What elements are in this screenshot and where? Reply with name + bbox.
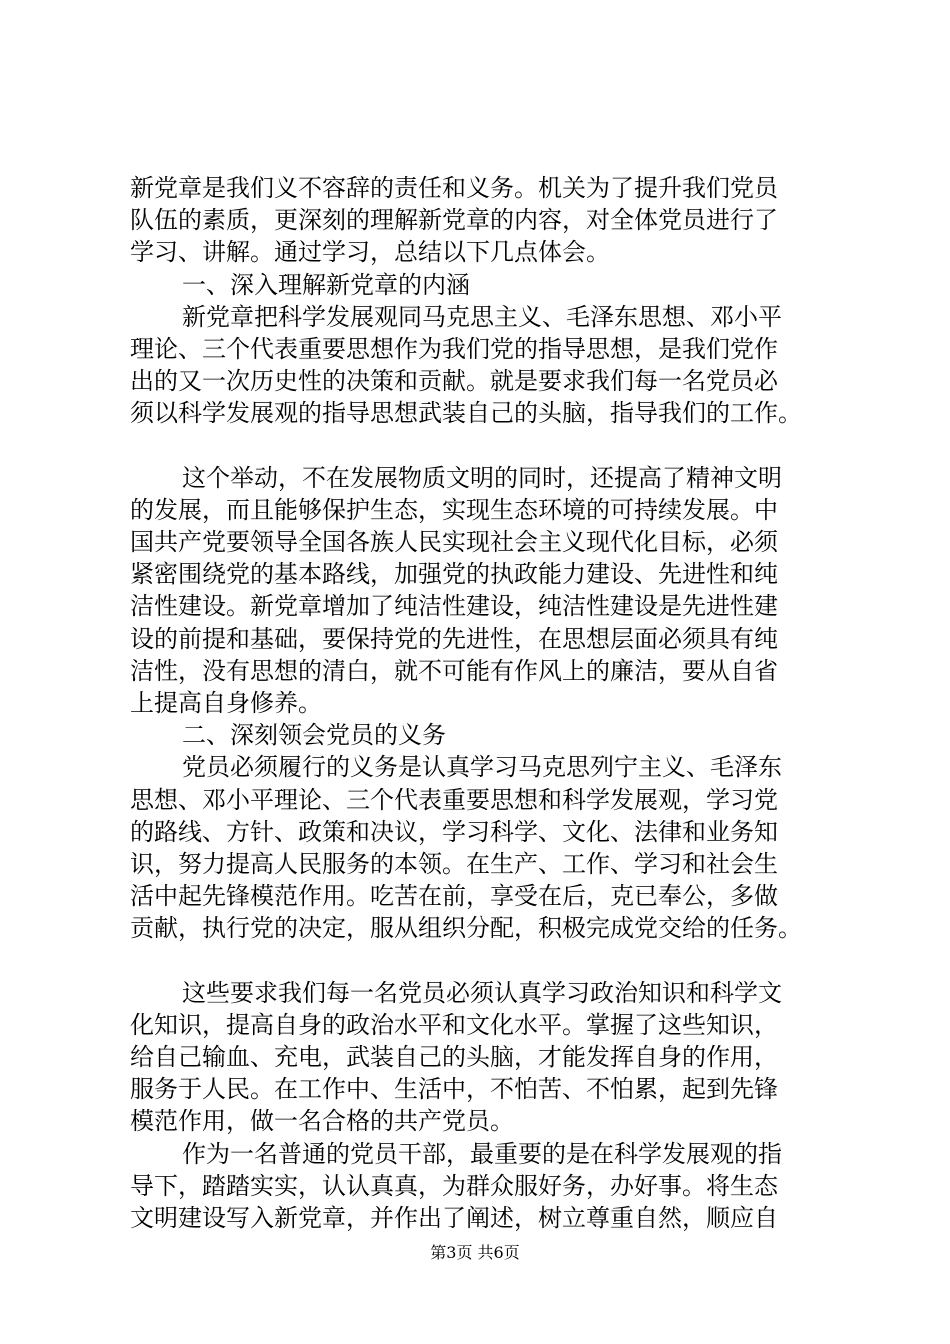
text-line: 洁性，没有思想的清白，就不可能有作风上的廉洁，要从自省 — [130, 656, 778, 685]
text-line: 新党章把科学发展观同马克思主义、毛泽东思想、邓小平 — [182, 302, 782, 331]
text-line: 须以科学发展观的指导思想武装自己的头脑，指导我们的工作。 — [130, 399, 802, 428]
text-line: 化知识，提高自身的政治水平和文化水平。掌握了这些知识， — [130, 1010, 778, 1039]
text-line: 服务于人民。在工作中、生活中，不怕苦、不怕累，起到先锋 — [130, 1075, 778, 1104]
text-line: 设的前提和基础，要保持党的先进性，在思想层面必须具有纯 — [130, 624, 778, 653]
text-line: 理论、三个代表重要思想作为我们党的指导思想，是我们党作 — [130, 334, 778, 363]
text-line: 国共产党要领导全国各族人民实现社会主义现代化目标，必须 — [130, 528, 778, 557]
text-line: 给自己输血、充电，武装自己的头脑，才能发挥自身的作用， — [130, 1043, 778, 1072]
blank-line — [130, 430, 830, 462]
text-line: 队伍的素质，更深刻的理解新党章的内容，对全体党员进行了 — [130, 206, 778, 235]
text-line: 文明建设写入新党章，并作出了阐述，树立尊重自然，顺应自 — [130, 1204, 778, 1232]
text-line: 识，努力提高人民服务的本领。在生产、工作、学习和社会生 — [130, 849, 778, 878]
text-line: 这些要求我们每一名党员必须认真学习政治知识和科学文 — [182, 978, 782, 1007]
text-line: 上提高自身修养。 — [130, 689, 322, 717]
text-line: 模范作用，做一名合格的共产党员。 — [130, 1107, 514, 1136]
text-line: 贡献，执行党的决定，服从组织分配，积极完成党交给的任务。 — [130, 914, 802, 943]
document-body — [130, 172, 830, 1234]
text-line: 洁性建设。新党章增加了纯洁性建设，纯洁性建设是先进性建 — [130, 592, 778, 621]
text-line: 的路线、方针、政策和决议，学习科学、文化、法律和业务知 — [130, 817, 778, 846]
text-line: 紧密围绕党的基本路线，加强党的执政能力建设、先进性和纯 — [130, 560, 778, 589]
text-line: 的发展，而且能够保护生态，实现生态环境的可持续发展。中 — [130, 495, 778, 524]
text-line: 学习、讲解。通过学习，总结以下几点体会。 — [130, 238, 610, 267]
text-line: 一、深入理解新党章的内涵 — [182, 270, 470, 299]
page-number-footer: 第3页 共6页 — [430, 1243, 520, 1262]
text-line: 这个举动，不在发展物质文明的同时，还提高了精神文明 — [182, 463, 782, 492]
text-line: 党员必须履行的义务是认真学习马克思列宁主义、毛泽东 — [182, 753, 782, 782]
text-line: 活中起先锋模范作用。吃苦在前，享受在后，克已奉公，多做 — [130, 882, 778, 911]
text-line: 出的又一次历史性的决策和贡献。就是要求我们每一名党员必 — [130, 367, 778, 396]
text-line: 二、深刻领会党员的义务 — [182, 721, 446, 750]
text-line: 导下，踏踏实实，认认真真，为群众服好务，办好事。将生态 — [130, 1171, 778, 1200]
text-line: 新党章是我们义不容辞的责任和义务。机关为了提升我们党员 — [130, 174, 778, 202]
text-line: 作为一名普通的党员干部，最重要的是在科学发展观的指 — [182, 1139, 782, 1168]
blank-line — [130, 945, 830, 977]
text-line: 思想、邓小平理论、三个代表重要思想和科学发展观，学习党 — [130, 785, 778, 814]
